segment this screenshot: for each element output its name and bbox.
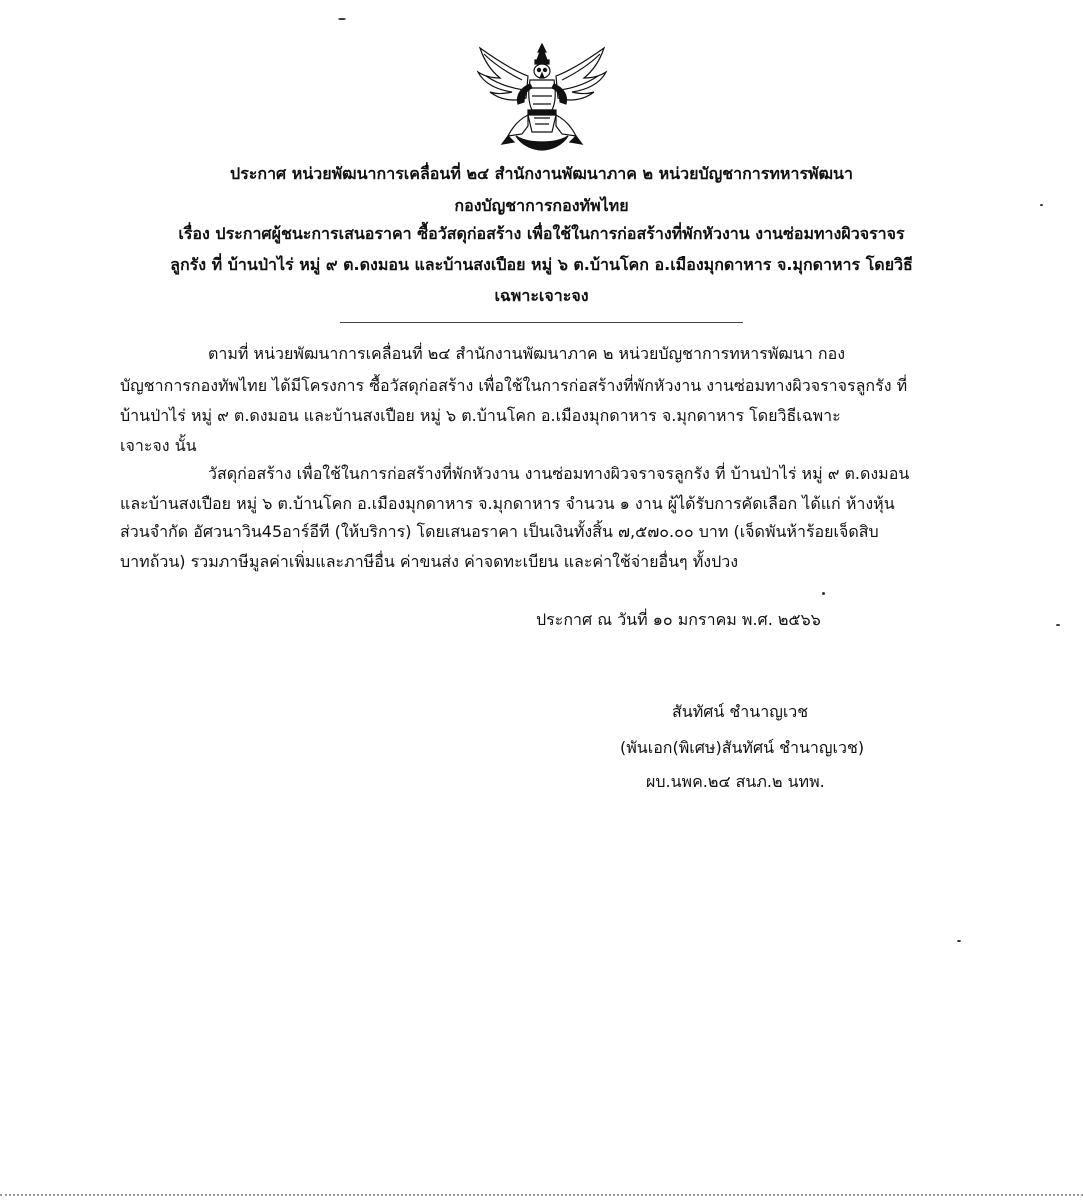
signature-name: สันทัศน์ ชำนาญเวช bbox=[672, 702, 809, 721]
announcement-date: ประกาศ ณ วันที่ ๑๐ มกราคม พ.ศ. ๒๕๖๖ bbox=[536, 610, 821, 629]
header-title-line-1: ประกาศ หน่วยพัฒนาการเคลื่อนที่ ๒๔ สำนักงานพัฒนาภาค ๒ หน่วยบัญชาการทหารพัฒนา bbox=[230, 164, 853, 183]
signature-rank-name: (พันเอก(พิเศษ)สันทัศน์ ชำนาญเวช) bbox=[620, 738, 865, 757]
garuda-emblem bbox=[472, 40, 612, 152]
paragraph-2-line-1: วัสดุก่อสร้าง เพื่อใช้ในการก่อสร้างที่พักหัวงาน งานซ่อมทางผิวจราจรลูกรัง ที่ บ้านป่าไร่ หมู่ ๙ ต.ดงมอน bbox=[208, 464, 910, 483]
scan-bottom-edge bbox=[0, 1194, 1083, 1196]
paragraph-2-line-3: ส่วนจำกัด อัศวนาวิน45อาร์อีที (ให้บริการ) โดยเสนอราคา เป็นเงินทั้งสิ้น ๗,๕๗๐.๐๐ บาท (เจ็ดพันห้าร้อยเจ็ดสิบ bbox=[120, 522, 879, 541]
paragraph-1-line-4: เจาะจง นั้น bbox=[120, 436, 197, 455]
scan-speck bbox=[338, 18, 346, 20]
paragraph-1-line-2: บัญชาการกองทัพไทย ได้มีโครงการ ซื้อวัสดุก่อสร้าง เพื่อใช้ในการก่อสร้างที่พักหัวงาน งานซ่อมทางผิวจราจรลูกรัง ที่ bbox=[120, 376, 908, 395]
header-divider bbox=[340, 322, 743, 323]
paragraph-1-line-1: ตามที่ หน่วยพัฒนาการเคลื่อนที่ ๒๔ สำนักงานพัฒนาภาค ๒ หน่วยบัญชาการทหารพัฒนา กอง bbox=[208, 344, 845, 363]
scan-speck bbox=[957, 940, 961, 942]
scan-speck bbox=[1040, 204, 1043, 206]
paragraph-2-line-4: บาทถ้วน) รวมภาษีมูลค่าเพิ่มและภาษีอื่น ค่าขนส่ง ค่าจดทะเบียน และค่าใช้จ่ายอื่นๆ ทั้งปวง bbox=[120, 552, 739, 571]
header-subject-line-1: เรื่อง ประกาศผู้ชนะการเสนอราคา ซื้อวัสดุก่อสร้าง เพื่อใช้ในการก่อสร้างที่พักหัวงาน งานซ่อมทางผิวจราจร bbox=[178, 224, 905, 243]
header-subject-line-2: ลูกรัง ที่ บ้านป่าไร่ หมู่ ๙ ต.ดงมอน และบ้านสงเปือย หมู่ ๖ ต.บ้านโคก อ.เมืองมุกดาหาร จ.มุกดาหาร โดยวิธี bbox=[170, 255, 913, 274]
paragraph-2-line-2: และบ้านสงเปือย หมู่ ๖ ต.บ้านโคก อ.เมืองมุกดาหาร จ.มุกดาหาร จำนวน ๑ งาน ผู้ได้รับการคัดเลือก ได้แก่ ห้างหุ้น bbox=[120, 494, 895, 513]
header-title-line-2: กองบัญชาการกองทัพไทย bbox=[454, 196, 629, 215]
scan-speck bbox=[822, 592, 825, 595]
paragraph-1-line-3: บ้านป่าไร่ หมู่ ๙ ต.ดงมอน และบ้านสงเปือย หมู่ ๖ ต.บ้านโคก อ.เมืองมุกดาหาร จ.มุกดาหาร โดยวิธีเฉพาะ bbox=[120, 406, 841, 425]
scan-speck bbox=[1056, 624, 1060, 626]
header-subject-line-3: เฉพาะเจาะจง bbox=[494, 286, 589, 305]
signature-position: ผบ.นพค.๒๔ สนภ.๒ นทพ. bbox=[646, 772, 825, 791]
